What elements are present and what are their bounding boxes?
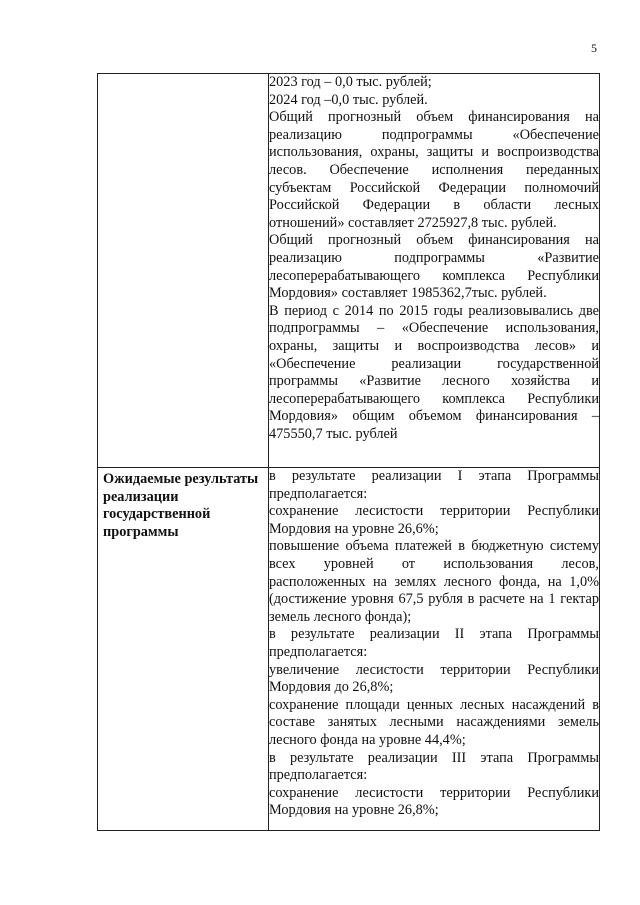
- paragraph: 2024 год –0,0 тыс. рублей.: [269, 91, 428, 108]
- row-label-cell: [98, 468, 269, 831]
- paragraph: в результате реализации II этапа Программы предполагается:: [269, 626, 599, 660]
- paragraph: Общий прогнозный объем финансирования на реализацию подпрограммы «Обеспечение использования, охраны, защиты и воспроизводства лесов. Обеспечение исполнения переданных субъектам Российской Федерации полномочий Российской Федерации в области лесных отношений» составляет 2725927,8 тыс. рублей.: [269, 109, 599, 231]
- row-label-cell: [98, 74, 269, 468]
- page-number: 5: [591, 41, 597, 55]
- row-label: [98, 74, 268, 77]
- paragraph: сохранение лесистости территории Республики Мордовия на уровне 26,8%;: [269, 784, 599, 819]
- paragraph: Общий прогнозный объем финансирования на реализацию подпрограммы «Развитие лесоперерабатывающего комплекса Республики Мордовия» составляет 1985362,7тыс. рублей.: [269, 232, 599, 302]
- paragraph: в результате реализации I этапа Программы предполагается:: [269, 468, 599, 502]
- row-label: Ожидаемые результаты реализации государственной программы: [103, 471, 259, 540]
- table-row: [98, 468, 600, 831]
- row-content-cell: [269, 468, 600, 831]
- paragraph: в результате реализации III этапа Программы предполагается:: [269, 749, 599, 784]
- row-content-cell: [269, 74, 600, 468]
- paragraph: сохранение лесистости территории Республики Мордовия на уровне 26,6%;: [269, 503, 599, 537]
- paragraph: В период с 2014 по 2015 годы реализовывались две подпрограммы – «Обеспечение использования, охраны, защиты и воспроизводства лесов» и «Обеспечение реализации государственной программы «Развитие лесного хозяйства и лесоперерабатывающего комплекса Республики Мордовия» общим объемом финансирования – 475550,7 тыс. рублей: [269, 302, 599, 442]
- paragraph: 2023 год – 0,0 тыс. рублей;: [269, 74, 432, 90]
- paragraph: повышение объема платежей в бюджетную систему всех уровней от использования лесов, расположенных на землях лесного фонда, на 1,0% (достижение уровня 67,5 рубля в расчете на 1 гектар земель лесного фонда);: [269, 538, 599, 625]
- table-row: [98, 74, 600, 468]
- paragraph: увеличение лесистости территории Республики Мордовия до 26,8%;: [269, 661, 599, 696]
- program-passport-table: [97, 73, 600, 831]
- paragraph: сохранение площади ценных лесных насаждений в составе занятых лесными насаждениями земель лесного фонда на уровне 44,4%;: [269, 696, 599, 748]
